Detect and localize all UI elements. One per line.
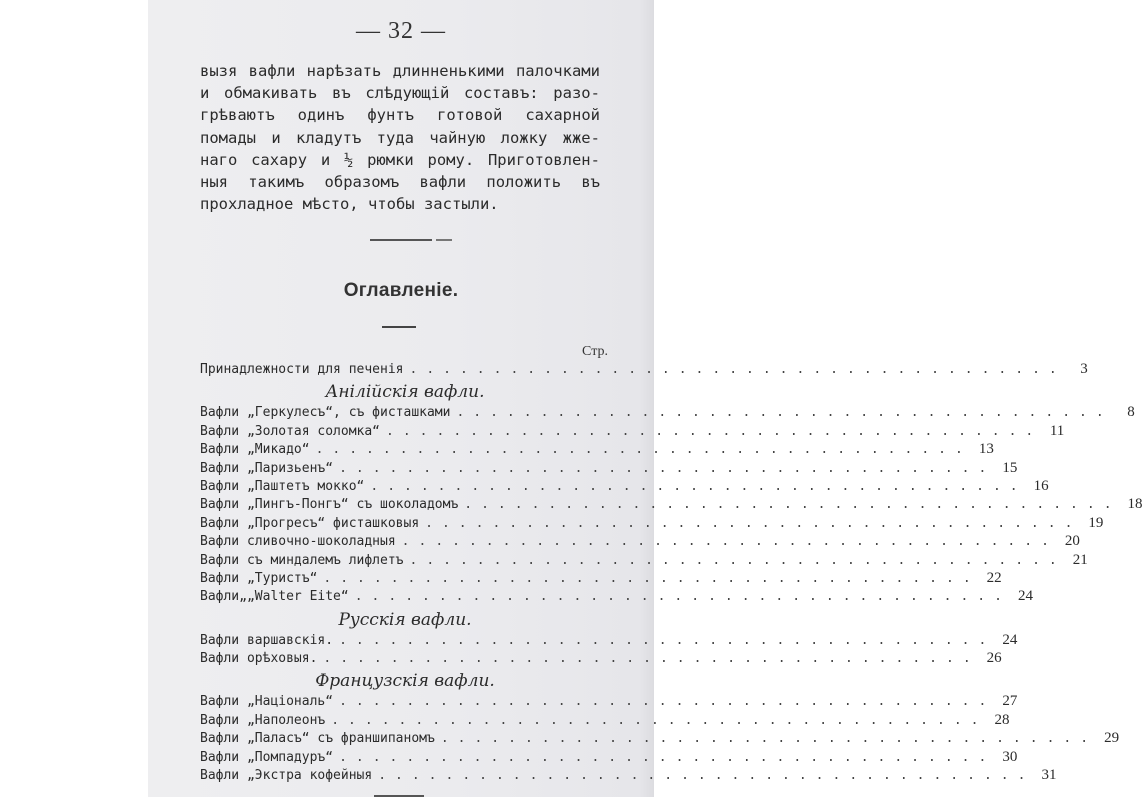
body-line	[200, 104, 600, 126]
toc-entry-title: Вафли „Золотая соломка“	[200, 423, 381, 439]
toc-entry-title: Вафли „Паризьенъ“	[200, 460, 334, 476]
word: и	[200, 84, 210, 103]
toc-entry[interactable]	[200, 569, 1002, 588]
toc-entry[interactable]	[200, 404, 1135, 422]
body-line	[200, 171, 600, 193]
book-page	[148, 0, 1143, 797]
word: ныя	[200, 173, 228, 192]
leader-dots: .......................................	[339, 460, 996, 476]
word: и	[320, 150, 331, 169]
body-line	[200, 127, 600, 149]
toc-entry-page: 21	[1072, 551, 1088, 568]
toc-entry[interactable]	[200, 551, 1088, 570]
word: въ	[581, 173, 600, 192]
word: нарѣзать	[306, 62, 382, 80]
toc-entry-title: Вафли „Паласъ“ съ франшипаномъ	[200, 731, 435, 747]
toc-entry-title: Вафли „Наполеонъ	[200, 712, 326, 728]
word: одинъ	[297, 106, 345, 125]
word: рюмки	[367, 150, 414, 169]
toc-entry[interactable]	[200, 533, 1080, 551]
toc-section-heading: Французскія вафли.	[315, 671, 495, 692]
word: образомъ	[324, 173, 400, 192]
word: грѣваютъ	[200, 106, 275, 125]
toc-entry[interactable]	[200, 693, 1018, 711]
word: и	[271, 128, 281, 147]
word: вафли	[419, 173, 467, 192]
body-line: прохладное мѣсто, чтобы застыли.	[200, 195, 499, 214]
heading-divider	[382, 326, 416, 328]
toc-entry-title: Вафли „Геркулесъ“, съ фисташками	[200, 405, 451, 421]
leader-dots: .......................................	[331, 712, 988, 728]
toc-entry[interactable]	[200, 422, 1065, 441]
toc-entry-page: 29	[1104, 730, 1120, 747]
toc-entry[interactable]	[200, 514, 1104, 533]
page-number: — 32 —	[356, 18, 446, 44]
word: палочками	[515, 62, 600, 80]
toc-entry-page: 27	[1002, 693, 1018, 710]
leader-dots: .......................................	[464, 497, 1121, 513]
toc-entry[interactable]	[200, 477, 1049, 496]
toc-sections	[200, 379, 1143, 785]
word: въ	[331, 84, 351, 103]
toc-entry-page: 19	[1088, 514, 1104, 531]
toc-entry-page: 24	[1002, 631, 1018, 648]
word: длинненькими	[392, 62, 505, 80]
toc-entry-title: Вафли „Помпадуръ“	[200, 749, 334, 765]
toc-entry-title: Вафли „Пингъ-Понгъ“ съ шоколадомъ	[200, 497, 459, 513]
toc-entry[interactable]	[200, 631, 1018, 650]
end-divider	[374, 795, 424, 797]
leader-dots: .......................................	[456, 405, 1113, 421]
toc-entry-page: 15	[1002, 459, 1018, 476]
toc-entry-title: Вафли„„Walter Eite“	[200, 589, 349, 605]
table-of-contents	[200, 361, 1143, 785]
toc-entry-title: Вафли „Прогресъ“ фисташковыя	[200, 515, 420, 531]
leader-dots: .......................................	[339, 749, 996, 765]
leader-dots: .......................................	[440, 731, 1098, 747]
toc-entry-title: Вафли „Экстра кофейныя	[200, 768, 373, 784]
leader-dots: .......................................	[409, 362, 1066, 377]
word: ложку	[500, 128, 548, 147]
word: кладутъ	[296, 128, 362, 147]
toc-section-heading: Русскія вафли.	[338, 609, 472, 630]
toc-entry-page: 24	[1017, 588, 1033, 605]
word: фунтъ	[367, 106, 414, 125]
leader-dots: .......................................	[425, 515, 1082, 531]
toc-entry-page: 18	[1127, 496, 1143, 513]
toc-section-heading: Анілійскія вафли.	[325, 382, 485, 403]
toc-entry-page: 16	[1033, 477, 1049, 494]
toc-entry-title: Вафли „Микадо“	[200, 442, 310, 458]
word: наго	[200, 150, 238, 169]
word: положить	[486, 173, 562, 192]
toc-entry[interactable]	[200, 496, 1143, 514]
leader-dots: .......................................	[409, 552, 1066, 568]
toc-entry-page: 13	[978, 441, 994, 458]
toc-entry-page: 28	[994, 711, 1010, 728]
toc-entry-page: 31	[1041, 767, 1057, 784]
body-line	[200, 82, 600, 104]
toc-entry-page: 8	[1127, 404, 1135, 421]
divider-segment	[370, 239, 432, 241]
word: рому.	[427, 150, 475, 169]
word: Приготовлен-	[487, 150, 600, 169]
toc-entry[interactable]	[200, 361, 1088, 379]
leader-dots: .......................................	[315, 442, 972, 458]
toc-entry-title: Вафли орѣховыя.	[200, 651, 318, 667]
word: составъ:	[463, 84, 539, 103]
toc-entry[interactable]	[200, 588, 1033, 606]
toc-entry-title: Вафли съ миндалемъ лифлетъ	[200, 552, 404, 568]
leader-dots: .......................................	[339, 694, 996, 710]
word: готовой	[437, 106, 503, 125]
word: туда	[376, 128, 414, 147]
word: сахарной	[525, 106, 600, 125]
word: сахару	[251, 150, 308, 169]
toc-entry[interactable]	[200, 441, 994, 459]
divider-segment	[436, 239, 452, 241]
word: такимъ	[248, 173, 305, 192]
toc-heading: Оглавленіе.	[343, 280, 459, 301]
word: разо-	[553, 84, 600, 103]
toc-entry[interactable]	[200, 650, 1002, 668]
toc-entry-page: 30	[1002, 748, 1018, 765]
toc-entry-title: Вафли „Туристъ“	[200, 570, 318, 586]
leader-dots: .......................................	[323, 570, 980, 586]
toc-entry[interactable]	[200, 767, 1057, 785]
toc-entry[interactable]	[200, 711, 1010, 730]
toc-entry-title: Вафли „Паштетъ мокко“	[200, 478, 365, 494]
toc-entry-page: 22	[986, 569, 1002, 586]
toc-entry-title: Вафли варшавскія.	[200, 632, 334, 648]
leader-dots: .......................................	[323, 651, 980, 667]
toc-entry[interactable]	[200, 730, 1120, 748]
leader-dots: .......................................	[386, 423, 1043, 439]
word: обмакивать	[224, 84, 318, 103]
toc-entry-title: Вафли „Національ“	[200, 694, 334, 710]
toc-entry-page: 20	[1064, 533, 1080, 550]
word: ½	[343, 150, 354, 169]
body-line	[200, 60, 600, 82]
word: жже-	[562, 128, 600, 147]
word: слѣдующій	[365, 84, 450, 103]
toc-entry[interactable]	[200, 459, 1018, 478]
word: чайную	[429, 128, 486, 147]
leader-dots: .......................................	[339, 632, 996, 648]
toc-entry-page: 11	[1049, 422, 1065, 439]
page-column-label: Стр.	[582, 344, 608, 359]
body-paragraph	[200, 60, 600, 215]
leader-dots: .......................................	[354, 589, 1011, 605]
toc-entry-title: Вафли сливочно-шоколадныя	[200, 534, 396, 550]
word: вызя	[200, 62, 238, 80]
word: вафли	[248, 62, 296, 80]
toc-entry-title: Принадлежности для печенія	[200, 362, 404, 377]
toc-entry-page: 26	[986, 650, 1002, 667]
body-line	[200, 149, 600, 171]
toc-entry[interactable]	[200, 748, 1018, 767]
word: помады	[200, 128, 256, 147]
leader-dots: .......................................	[370, 478, 1027, 494]
toc-entry-page: 3	[1080, 361, 1088, 377]
leader-dots: .......................................	[378, 768, 1035, 784]
leader-dots: .......................................	[401, 534, 1058, 550]
